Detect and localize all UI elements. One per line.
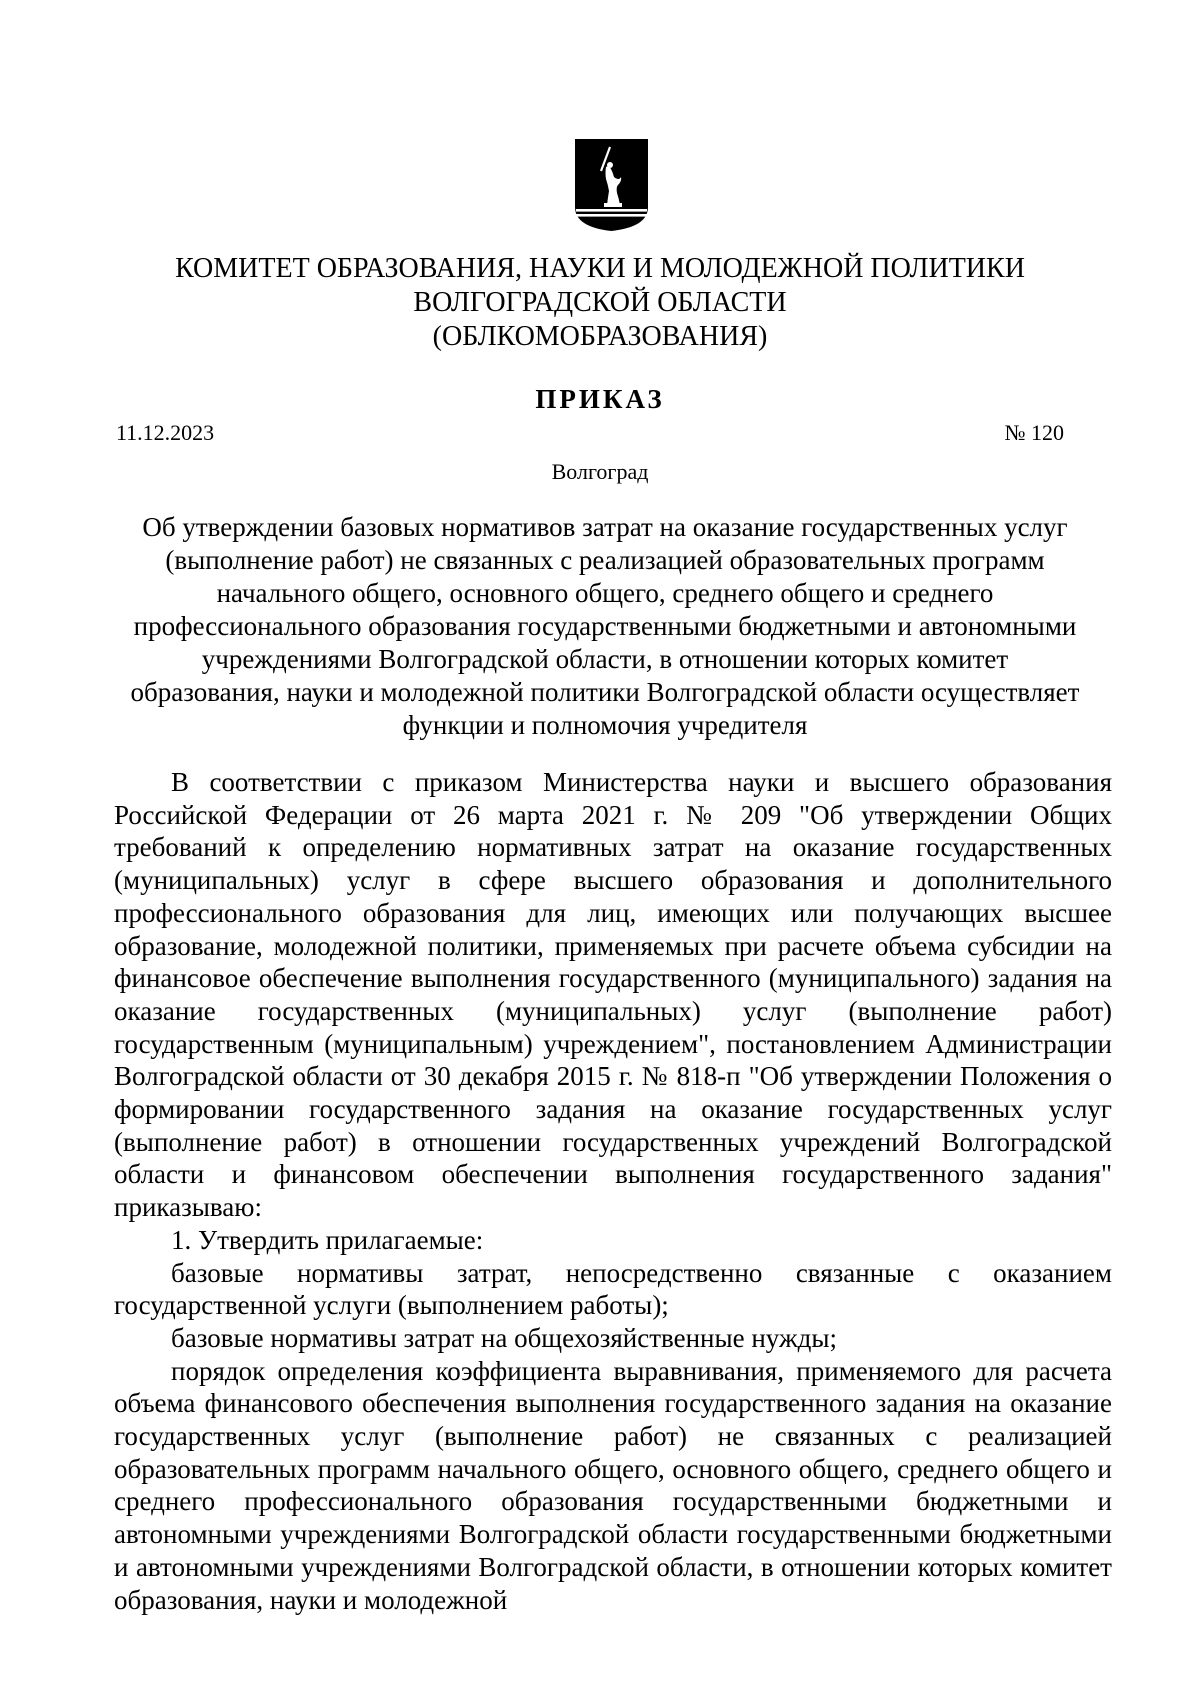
subject-line: начального общего, основного общего, среднего общего и среднего [216, 578, 994, 608]
body-paragraph: В соответствии с приказом Министерства науки и высшего образования Российской Федерации от 26 марта 2021 г. № 209 "Об утверждении Общих требований к определению нормативных затрат на оказание государственных (муниципальных) услуг в сфере высшего образования и дополнительного профессионального образования для лиц, имеющих или получающих высшее образование, молодежной политики, применяемых при расчете объема субсидии на финансовое обеспечение выполнения государственного (муниципального) задания на оказание государственных (муниципальных) услуг (выполнение работ) государственным (муниципальным) учреждением", постановлением Администрации Волгоградской области от 30 декабря 2015 г. № 818-п "Об утверждении Положения о формировании государственного задания на оказание государственных услуг (выполнение работ) в отношении государственных учреждений Волгоградской области и финансовом обеспечении выполнения государственного задания" приказываю: [114, 767, 1112, 1223]
subject-line: образования, науки и молодежной политики Волгоградской области осуществляет [130, 677, 1080, 707]
document-city: Волгоград [551, 459, 649, 484]
subject-line: (выполнение работ) не связанных с реализацией образовательных программ [165, 545, 1045, 575]
subject-line: Об утверждении базовых нормативов затрат на оказание государственных услуг [142, 512, 1068, 542]
document-body [114, 766, 1112, 1616]
document-subject [110, 511, 1100, 742]
document-number: № 120 [1004, 420, 1064, 445]
organization-name [0, 252, 1200, 354]
document-date: 11.12.2023 [116, 420, 215, 445]
volgograd-coat-of-arms-icon [573, 137, 650, 233]
body-paragraph: базовые нормативы затрат на общехозяйственные нужды; [171, 1322, 837, 1353]
body-paragraph: порядок определения коэффициента выравнивания, применяемого для расчета объема финансового обеспечения выполнения государственного задания на оказание государственных услуг (выполнение работ) не связанных с реализацией образовательных программ начального общего, основного общего, среднего общего и среднего профессионального образования государственными бюджетными и автономными учреждениями Волгоградской области государственными бюджетными и автономными учреждениями Волгоградской области, в отношении которых комитет образования, науки и молодежной [114, 1355, 1112, 1615]
org-line-2: ВОЛГОГРАДСКОЙ ОБЛАСТИ [413, 287, 787, 318]
subject-line: учреждениями Волгоградской области, в отношении которых комитет [201, 644, 1009, 674]
subject-line: профессионального образования государственными бюджетными и автономными [133, 611, 1077, 641]
document-type: ПРИКАЗ [535, 384, 665, 414]
org-line-1: КОМИТЕТ ОБРАЗОВАНИЯ, НАУКИ И МОЛОДЕЖНОЙ ПОЛИТИКИ [175, 253, 1025, 284]
org-line-3: (ОБЛКОМОБРАЗОВАНИЯ) [432, 321, 768, 352]
body-paragraph: базовые нормативы затрат, непосредственно связанные с оказанием государственной услуги (выполнением работы); [114, 1257, 1112, 1321]
body-paragraph: 1. Утвердить прилагаемые: [171, 1224, 484, 1255]
subject-line: функции и полномочия учредителя [402, 710, 808, 740]
